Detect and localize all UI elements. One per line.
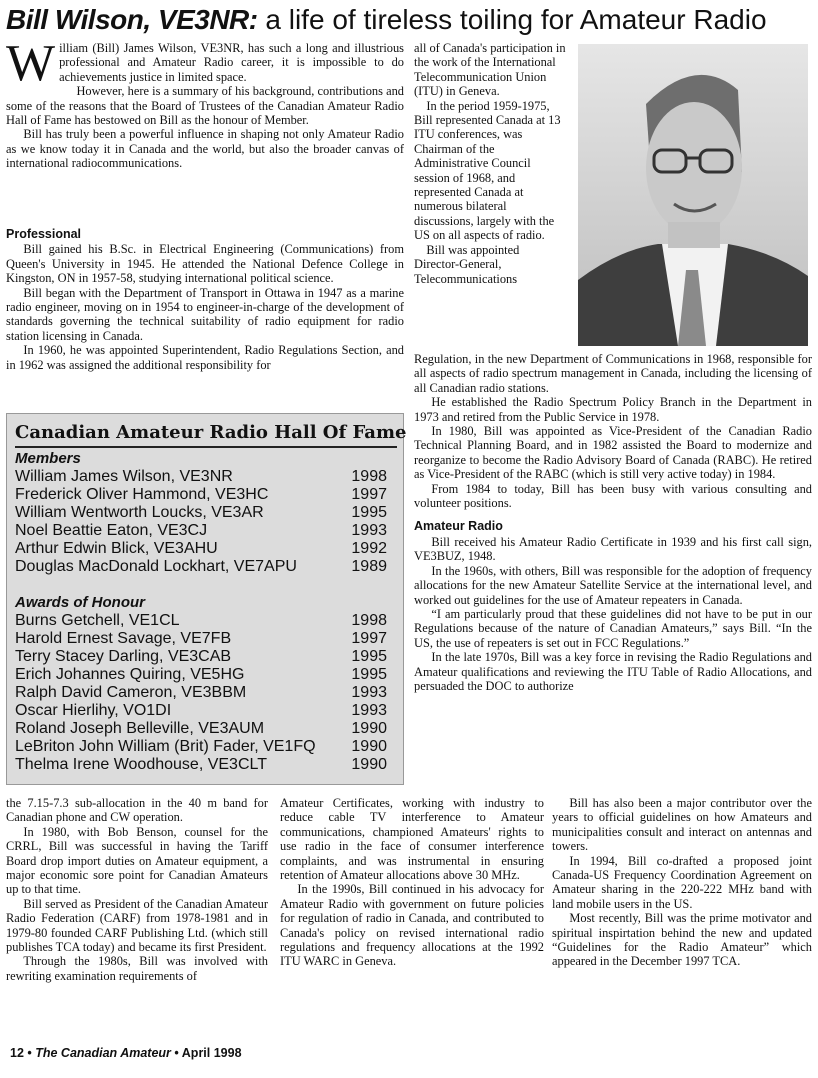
title-name: Bill Wilson, VE3NR: <box>6 4 258 35</box>
bullet-separator: • <box>23 1046 36 1060</box>
award-year: 1993 <box>351 684 387 701</box>
bullet-separator: • <box>170 1046 182 1060</box>
intro-paragraph: However, here is a summary of his background, contributions and some of the reasons that the Board of Trustees of the Canadian Amateur Radio Hall of Fame has bestowed on Bill as the honour of Member. <box>6 84 404 128</box>
body-paragraph: Bill was appointed Director-General, Telecommunications <box>414 242 520 286</box>
award-year: 1995 <box>351 666 387 683</box>
section-heading-amateur-radio: Amateur Radio <box>414 519 503 534</box>
body-paragraph: all of Canada's participation in the work of the International Telecommunication Union (ITU) in Geneva. <box>414 41 566 99</box>
award-year: 1990 <box>351 738 387 755</box>
member-name: William James Wilson, VE3NR <box>15 468 233 485</box>
body-paragraph: In 1960, he was appointed Superintendent, Radio Regulations Section, and in 1962 was assigned the additional responsibility for <box>6 343 404 372</box>
title-subtitle: a life of tireless toiling for Amateur Radio <box>257 4 767 35</box>
hall-of-fame-box <box>6 413 407 785</box>
intro-paragraph: Bill has truly been a powerful influence in shaping not only Amateur Radio as we know today it in Canada and the world, but also the broader canvas of international radiocommunications. <box>6 127 404 171</box>
right-column <box>414 352 812 792</box>
body-paragraph: Through the 1980s, Bill was involved with rewriting examination requirements of <box>6 954 268 983</box>
member-name: Arthur Edwin Blick, VE3AHU <box>15 540 218 557</box>
intro-column <box>6 41 404 201</box>
member-name: William Wentworth Loucks, VE3AR <box>15 504 264 521</box>
body-paragraph: Most recently, Bill was the prime motivator and spiritual inspirtation behind the new and updated “Guidelines for the Radio Amateur” which appeared in the December 1997 TCA. <box>552 911 812 969</box>
body-paragraph: Bill served as President of the Canadian Amateur Radio Federation (CARF) from 1978-1981 and in 1979-80 founded CARF Publishing Ltd. (which still publishes TCA today) and became its first President. <box>6 896 268 955</box>
member-year: 1997 <box>351 486 387 503</box>
body-paragraph: Bill began with the Department of Transport in Ottawa in 1947 as a marine radio engineer, moving on in 1954 to engineer-in-charge of the development of standards governing the technical suitability of radio equipment for radio station licensing in Canada. <box>6 285 404 343</box>
magazine-name: The Canadian Amateur <box>35 1046 171 1060</box>
body-paragraph: Bill received his Amateur Radio Certificate in 1939 and his first call sign, VE3BUZ, 1948. <box>414 534 812 564</box>
section-heading-professional: Professional <box>6 227 82 241</box>
award-year: 1998 <box>351 612 387 629</box>
intro-paragraph: illiam (Bill) James Wilson, VE3NR, has such a long and illustrious professional and Amateur Radio career, it is impossible to do achievements justice in limited space. <box>59 41 404 84</box>
award-name: LeBriton John William (Brit) Fader, VE1FQ <box>15 738 316 755</box>
professional-column <box>6 218 404 398</box>
hall-of-fame-title: Canadian Amateur Radio Hall Of Fame <box>15 420 397 448</box>
member-name: Frederick Oliver Hammond, VE3HC <box>15 486 269 503</box>
bottom-column-1 <box>6 796 268 1038</box>
body-paragraph: In the period 1959-1975, Bill represented Canada at 13 ITU conferences, was Chairman of the Administrative Council session of 1968, and represented Canada at numerous bilateral discussions, largely with the US on all aspects of radio. <box>414 98 561 243</box>
member-year: 1993 <box>351 522 387 539</box>
body-paragraph: He established the Radio Spectrum Policy Branch in the Department in 1973 and retired from the Public Service in 1978. <box>414 395 812 424</box>
body-paragraph: In 1980, with Bob Benson, counsel for the CRRL, Bill was successful in having the Tariff Board drop import duties on Amateur equipment, a major economic sore point for Canadian Amateurs up to that time. <box>6 824 268 897</box>
body-paragraph: the 7.15-7.3 sub-allocation in the 40 m band for Canadian phone and CW operation. <box>6 796 268 825</box>
award-year: 1997 <box>351 630 387 647</box>
member-year: 1998 <box>351 468 387 485</box>
award-name: Roland Joseph Belleville, VE3AUM <box>15 720 265 737</box>
article-title <box>6 2 816 38</box>
members-heading: Members <box>15 450 81 467</box>
member-name: Noel Beattie Eaton, VE3CJ <box>15 522 208 539</box>
member-year: 1992 <box>351 540 387 557</box>
award-name: Ralph David Cameron, VE3BBM <box>15 684 247 701</box>
page-number: 12 <box>10 1046 24 1060</box>
body-paragraph: Regulation, in the new Department of Communications in 1968, responsible for all aspects of radio spectrum management in Canada, including the licensing of all Canadian radio stations. <box>414 352 812 395</box>
award-name: Burns Getchell, VE1CL <box>15 612 180 629</box>
portrait-illustration <box>578 44 808 346</box>
issue-date: April 1998 <box>181 1046 242 1060</box>
body-paragraph: In the 1990s, Bill continued in his advocacy for Amateur Radio with government on future policies for regulation of radio in Canada, and contributed to Canada's policy on revised international radio regulations and frequency allocations at the 1992 ITU WARC in Geneva. <box>280 882 544 969</box>
body-paragraph: Bill gained his B.Sc. in Electrical Engineering (Communications) from Queen's University in 1945. He attended the National Defence College in Kingston, ON in 1957-58, studying international political science. <box>6 242 404 286</box>
awards-heading: Awards of Honour <box>15 594 145 611</box>
portrait-photo <box>578 44 808 346</box>
drop-cap: W <box>6 41 56 92</box>
page-footer <box>10 1046 242 1060</box>
bottom-column-3 <box>552 796 812 1038</box>
award-year: 1990 <box>351 756 387 773</box>
award-name: Terry Stacey Darling, VE3CAB <box>15 648 232 665</box>
body-paragraph: In the late 1970s, Bill was a key force in revising the Radio Regulations and Amateur qualifications and reviewing the ITU Table of Radio Allocations, and persuaded the DOC to authorize <box>414 650 812 693</box>
body-paragraph: In 1980, Bill was appointed as Vice-President of the Canadian Radio Technical Planning Board, and in 1982 assisted the Board to modernize and reorganize to become the Radio Advisory Board of Canada (RABC). He retired as Vice-President of the RABC (which is still very active today) in 1984. <box>414 424 812 482</box>
award-name: Harold Ernest Savage, VE7FB <box>15 630 232 647</box>
member-name: Douglas MacDonald Lockhart, VE7APU <box>15 558 297 575</box>
body-paragraph: In 1994, Bill co-drafted a proposed joint Canada-US Frequency Coordination Agreement on Amateur sharing in the 220-222 MHz band with land mobile users in the US. <box>552 853 812 911</box>
body-paragraph: In the 1960s, with others, Bill was responsible for the adoption of frequency allocations for the new Amateur Satellite Service at the international level, and worked out guidelines for the use of Amateur repeaters in Canada. <box>414 563 812 607</box>
award-year: 1995 <box>351 648 387 665</box>
narrow-column <box>414 41 566 353</box>
body-paragraph: Bill has also been a major contributor over the years to official guidelines on how Amateurs and municipalities consult and interact on antennas and towers. <box>552 796 812 854</box>
award-name: Erich Johannes Quiring, VE5HG <box>15 666 245 683</box>
award-name: Thelma Irene Woodhouse, VE3CLT <box>15 756 267 773</box>
award-year: 1990 <box>351 720 387 737</box>
member-year: 1995 <box>351 504 387 521</box>
award-year: 1993 <box>351 702 387 719</box>
award-name: Oscar Hierlihy, VO1DI <box>15 702 172 719</box>
body-paragraph: From 1984 to today, Bill has been busy with various consulting and volunteer positions. <box>414 481 812 511</box>
bottom-column-2 <box>280 796 544 1038</box>
member-year: 1989 <box>351 558 387 575</box>
body-paragraph: “I am particularly proud that these guidelines did not have to be put in our Regulations because of the nature of Canadian Amateurs,” says Bill. “In the US, the use of repeaters is set out in FCC Regulations.” <box>414 606 812 650</box>
body-paragraph: Amateur Certificates, working with industry to reduce cable TV interference to Amateur communications, championed Amateurs' rights to use radio in the face of consumer interference complaints, and was instrumental in ensuring retention of Amateur allocations above 30 MHz. <box>280 796 544 883</box>
